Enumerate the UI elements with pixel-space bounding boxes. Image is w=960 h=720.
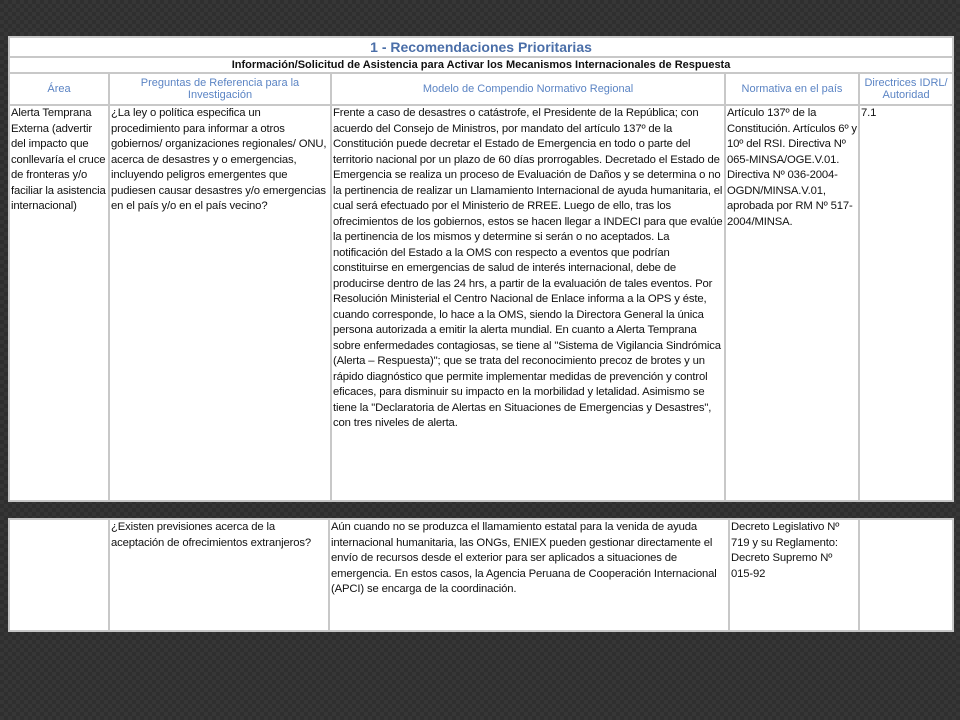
table-row	[9, 519, 953, 631]
recommendations-table-continued	[8, 518, 954, 632]
row1-normativa: Artículo 137º de la Constitución. Artículos 6º y 10º del RSI. Directiva Nº 065-MINSA/OGE.V.01. Directiva Nº 036-2004-OGDN/MINSA.V.01, aprobada por RM Nº 517-2004/MINSA.	[725, 105, 859, 501]
row2-pregunta: ¿Existen previsiones acerca de la aceptación de ofrecimientos extranjeros?	[109, 519, 329, 631]
header-normativa: Normativa en el país	[725, 73, 859, 105]
row1-directrices: 7.1	[859, 105, 953, 501]
row1-modelo: Frente a caso de desastres o catástrofe, el Presidente de la República; con acuerdo del Consejo de Ministros, por mandato del artículo 137º de la Constitución puede decretar el Estado de Emergencia en todo o parte del territorio nacional por un plazo de 60 días prorrogables. Decretado el Estado de Emergencia se realiza un proceso de Evaluación de Daños y se determina o no la pertinencia de realizar un Llamamiento Internacional de ayuda humanitaria, el cual será efectuado por el Ministerio de RREE. Luego de ello, tras los ofrecimientos de los gobiernos, estos se hacen llegar a INDECI para que evalúe la pertinencia de los mismos y determine si serán o no aceptados. La notificación del Estado a la OMS con respecto a eventos que podrían constituirse en emergencias de salud de interés internacional, debe de producirse dentro de las 24 hrs, a partir de la evaluación de tales eventos. Por Resolución Ministerial el Centro Nacional de Enlace informa a la OPS y éste, cuando corresponde, lo hace a la OMS, siendo la Directora General la única persona autorizada a emitir la alerta mundial. En cuanto a Alerta Temprana sobre enfermedades contagiosas, se tiene al "Sistema de Vigilancia Sindrómica (Alerta – Respuesta)"; que se trata del reconocimiento precoz de brotes y un rápido diagnóstico que permite implementar medidas de prevención y control eficaces, para disminuir su impacto en la morbilidad y letalidad. Asimismo se tiene la "Declaratoria de Alertas en Situaciones de Emergencias y Desastres", con tres niveles de alerta.	[331, 105, 725, 501]
header-modelo: Modelo de Compendio Normativo Regional	[331, 73, 725, 105]
row2-modelo: Aún cuando no se produzca el llamamiento estatal para la venida de ayuda internacional humanitaria, las ONGs, ENIEX pueden gestionar directamente el envío de recursos desde el exterior para ser aplicados a situaciones de emergencia. En estos casos, la Agencia Peruana de Cooperación Internacional (APCI) se encarga de la coordinación.	[329, 519, 729, 631]
header-area: Área	[9, 73, 109, 105]
table-subtitle: Información/Solicitud de Asistencia para Activar los Mecanismos Internacionales de Respuesta	[9, 57, 953, 73]
row2-directrices	[859, 519, 953, 631]
recommendations-table	[8, 36, 954, 502]
table-title: 1 - Recomendaciones Prioritarias	[9, 37, 953, 57]
header-directrices: Directrices IDRL/ Autoridad	[859, 73, 953, 105]
header-preguntas: Preguntas de Referencia para la Investigación	[109, 73, 331, 105]
row1-area: Alerta Temprana Externa (advertir del impacto que conllevaría el cruce de fronteras y/o faciliar la asistencia internacional)	[9, 105, 109, 501]
row2-normativa: Decreto Legislativo Nº 719 y su Reglamento: Decreto Supremo Nº 015-92	[729, 519, 859, 631]
table-row	[9, 105, 953, 501]
row1-pregunta: ¿La ley o política especifica un procedimiento para informar a otros gobiernos/ organizaciones regionales/ ONU, acerca de desastres y o emergencias, incluyendo peligros emergentes que pudiesen causar desastres y/o emergencias en el país y/o en el país vecino?	[109, 105, 331, 501]
row2-area	[9, 519, 109, 631]
